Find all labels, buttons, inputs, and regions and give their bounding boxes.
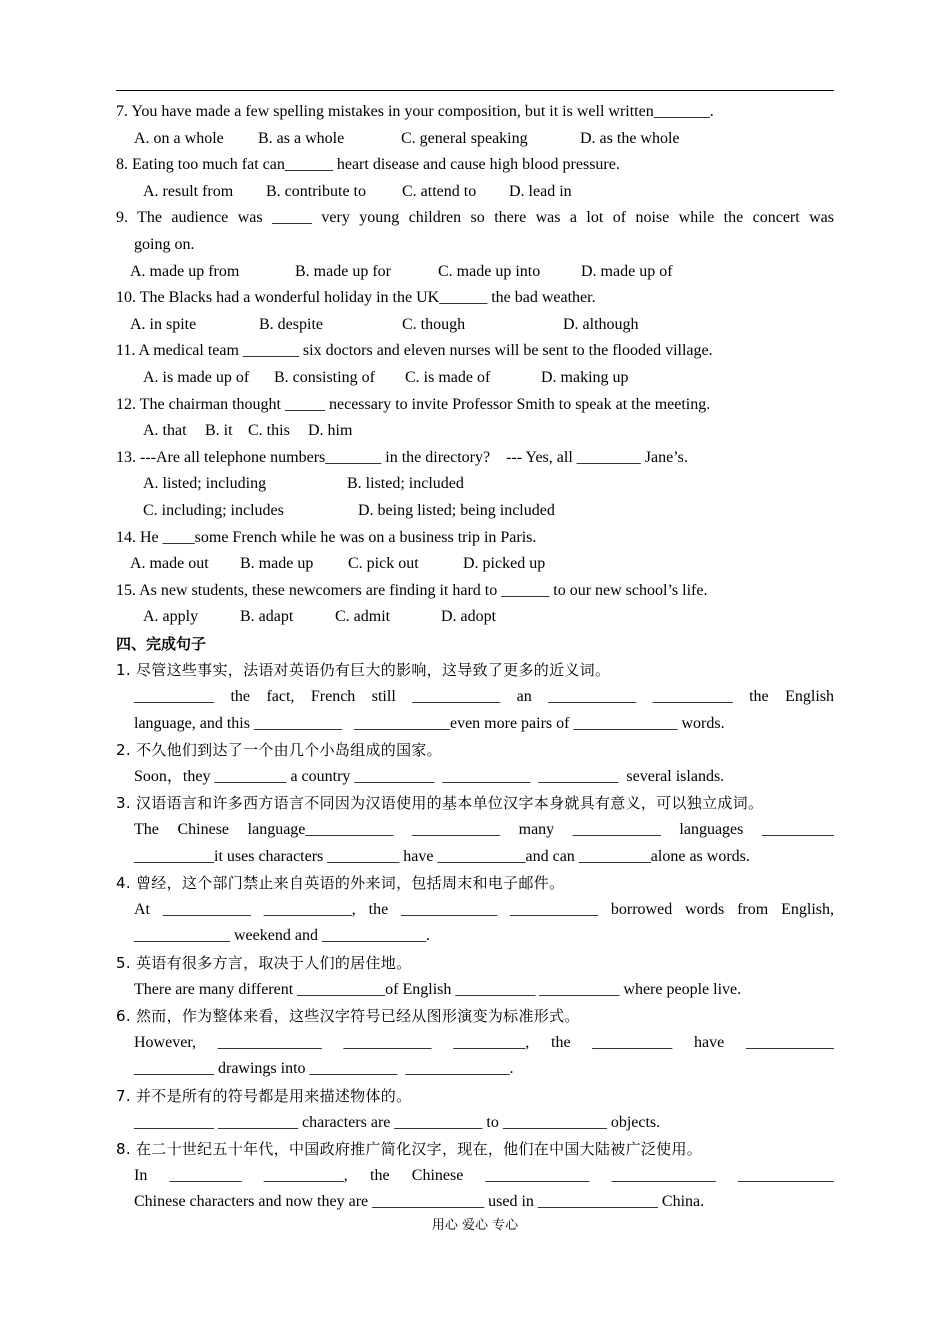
option-a: A. made up from (130, 262, 240, 280)
option-c: C. pick out (348, 555, 419, 573)
option-c: C. including; includes (143, 501, 284, 519)
option-a: A. that (143, 422, 187, 440)
sentence-3-cn: 3. 汉语语言和许多西方语言不同因为汉语使用的基本单位汉字本身就具有意义，可以独立成词。 (116, 794, 764, 813)
sentence-8-cn: 8. 在二十世纪五十年代，中国政府推广简化汉字，现在，他们在中国大陆被广泛使用。 (116, 1140, 703, 1159)
options-13-row2 (116, 498, 834, 525)
option-a: A. on a whole (134, 129, 224, 147)
option-c: C. general speaking (401, 129, 528, 147)
options-8 (116, 179, 834, 206)
question-9-cont: going on. (134, 235, 195, 253)
options-15 (116, 604, 834, 631)
section-heading: 四、完成句子 (116, 634, 207, 653)
option-d: D. as the whole (580, 129, 680, 147)
question-12: 12. The chairman thought _____ necessary to invite Professor Smith to speak at the meeting. (116, 395, 711, 413)
option-d: D. lead in (509, 182, 572, 200)
options-7 (116, 126, 834, 153)
sentence-6-en-2: __________ drawings into ___________ _____________. (134, 1060, 514, 1078)
question-8: 8. Eating too much fat can______ heart disease and cause high blood pressure. (116, 156, 620, 174)
sentence-5-cn: 5. 英语有很多方言，取决于人们的居住地。 (116, 954, 412, 972)
option-d: D. although (563, 315, 639, 333)
page-footer: 用心 爱心 专心 (431, 1218, 519, 1233)
sentence-2-cn: 2. 不久他们到达了一个由几个小岛组成的国家。 (116, 741, 442, 760)
question-15: 15. As new students, these newcomers are finding it hard to ______ to our new school’s life. (116, 581, 708, 599)
option-d: D. making up (541, 368, 629, 386)
option-d: D. him (308, 422, 353, 440)
option-c: C. though (402, 315, 466, 333)
header-rule (116, 90, 834, 91)
option-b: B. it (205, 422, 233, 440)
sentence-5-en-1: There are many different ___________of English __________ __________ where people live. (134, 980, 742, 998)
option-b: B. despite (259, 315, 323, 333)
option-a: A. is made up of (143, 368, 250, 386)
option-c: C. is made of (405, 368, 491, 386)
option-d: D. being listed; being included (358, 501, 555, 519)
sentence-1-en-2: language, and this ___________ ____________even more pairs of _____________ words. (134, 714, 725, 732)
option-a: A. made out (130, 555, 209, 573)
option-b: B. made up (240, 555, 314, 573)
sentence-3-en-1: The Chinese language___________ ___________ many ___________ languages _________ (134, 821, 834, 839)
sentence-4-cn: 4. 曾经，这个部门禁止来自英语的外来词，包括周末和电子邮件。 (116, 874, 565, 893)
option-b: B. made up for (295, 262, 391, 280)
question-7: 7. You have made a few spelling mistakes in your composition, but it is well written_______. (116, 103, 714, 120)
sentence-4-en-1: At ___________ ___________, the ____________ ___________ borrowed words from English, (134, 900, 834, 918)
options-11 (116, 365, 834, 392)
option-b: B. adapt (240, 608, 294, 626)
sentence-6-cn: 6. 然而，作为整体来看，这些汉字符号已经从图形演变为标准形式。 (116, 1007, 580, 1026)
option-d: D. adopt (441, 608, 497, 626)
sentence-8-en-2: Chinese characters and now they are ______________ used in _______________ China. (134, 1193, 705, 1211)
options-10 (116, 312, 834, 339)
option-b: B. contribute to (266, 182, 366, 200)
options-9 (116, 259, 834, 286)
option-a: A. in spite (130, 315, 197, 333)
sentence-8-en-1: In _________ __________, the Chinese _____________ _____________ ____________ (134, 1166, 834, 1184)
worksheet-content (116, 99, 834, 1216)
option-c: C. attend to (402, 182, 477, 200)
option-a: A. result from (143, 182, 234, 200)
option-b: B. as a whole (258, 129, 345, 147)
option-d: D. made up of (581, 262, 673, 280)
question-13: 13. ---Are all telephone numbers_______ in the directory? --- Yes, all ________ Jane’s. (116, 448, 688, 466)
sentence-4-en-2: ____________ weekend and _____________. (134, 927, 430, 945)
sentence-6-en-1: However, _____________ ___________ _________, the __________ have ___________ (134, 1033, 834, 1051)
sentence-1-en-1: __________ the fact, French still ___________ an ___________ __________ the English (134, 688, 834, 706)
options-12 (116, 418, 834, 445)
question-14: 14. He ____some French while he was on a business trip in Paris. (116, 528, 537, 546)
sentence-1-cn: 1. 尽管这些事实，法语对英语仍有巨大的影响，这导致了更多的近义词。 (116, 661, 611, 680)
option-c: C. admit (335, 608, 391, 626)
options-14 (116, 551, 834, 578)
sentence-7-en-1: __________ __________ characters are ___________ to _____________ objects. (134, 1113, 661, 1131)
options-13-row1 (116, 471, 834, 498)
question-10: 10. The Blacks had a wonderful holiday in the UK______ the bad weather. (116, 289, 596, 307)
option-c: C. made up into (438, 262, 541, 280)
question-9: 9. The audience was _____ very young children so there was a lot of noise while the concert was (116, 209, 834, 227)
sentence-2-en-1: Soon，they _________ a country __________ ___________ __________ several islands. (134, 767, 725, 785)
option-d: D. picked up (463, 555, 546, 573)
option-b: B. listed; included (347, 475, 464, 493)
question-11: 11. A medical team _______ six doctors and eleven nurses will be sent to the flooded village. (116, 342, 713, 360)
option-a: A. listed; including (143, 475, 267, 493)
option-a: A. apply (143, 608, 199, 626)
option-c: C. this (248, 422, 290, 440)
sentence-3-en-2: __________it uses characters _________ have ___________and can _________alone as words. (134, 847, 750, 865)
option-b: B. consisting of (274, 368, 375, 386)
sentence-7-cn: 7. 并不是所有的符号都是用来描述物体的。 (116, 1086, 412, 1105)
